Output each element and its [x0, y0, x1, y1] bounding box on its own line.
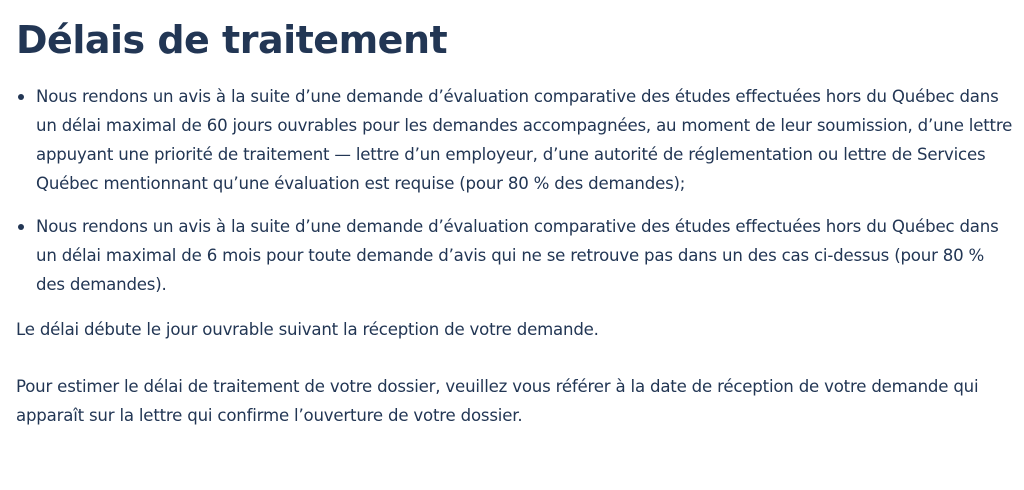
bullet-icon [18, 224, 24, 230]
list-item-text: Nous rendons un avis à la suite d’une demande d’évaluation comparative des études effectuées hors du Québec dans un délai maximal de 6 mois pour toute demande d’avis qui ne se retrouve pas dans un des cas ci-dessus (pour 80 % des demandes). [36, 217, 999, 294]
paragraph-estimate: Pour estimer le délai de traitement de votre dossier, veuillez vous référer à la date de réception de votre demande qui apparaît sur la lettre qui confirme l’ouverture de votre dossier. [16, 377, 979, 425]
paragraph-delay-start: Le délai débute le jour ouvrable suivant la réception de votre demande. [16, 320, 599, 339]
list-item [16, 212, 1016, 299]
bullet-icon [18, 94, 24, 100]
page-title: Délais de traitement [16, 18, 448, 62]
list-item [16, 82, 1016, 198]
processing-times-list [16, 82, 1016, 299]
list-item-text: Nous rendons un avis à la suite d’une demande d’évaluation comparative des études effectuées hors du Québec dans un délai maximal de 60 jours ouvrables pour les demandes accompagnées, au moment de leur soumission, d’une lettre appuyant une priorité de traitement — lettre d’un employeur, d’une autorité de réglementation ou lettre de Services Québec mentionnant qu’une évaluation est requise (pour 80 % des demandes); [36, 87, 1013, 193]
